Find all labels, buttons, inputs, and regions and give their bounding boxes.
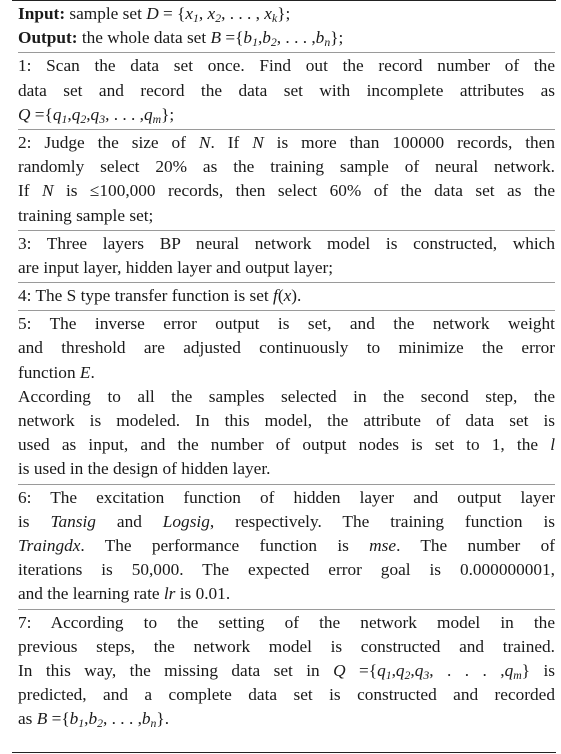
algorithm-content [18,2,555,731]
step-line: 4: The S type transfer function is set f(x). [18,286,302,306]
step-line: 2: Judge the size of N. If N is more than 100000 records, then [18,132,555,152]
step-line: If N is ≤100,000 records, then select 60% of the data set as the [18,181,555,201]
row-divider [18,484,555,485]
step-line: and threshold are adjusted continuously to minimize the error [18,338,555,358]
step-line: 3: Three layers BP neural network model is constructed, which [18,233,555,253]
step-line: $Q =\{q_1,q_2,q_3$, . . . $,q_m$}; [18,104,175,126]
row-divider [18,230,555,231]
step-line: are input layer, hidden layer and output layer; [18,257,334,277]
step-line: network is modeled. In this model, the attribute of data set is [18,411,555,430]
algorithm-step1 [18,54,555,127]
step-line: and the learning rate lr is 0.01. [18,584,231,604]
top-rule [12,0,556,1]
algorithm-note [18,385,555,482]
row-divider [18,282,555,283]
step-line: iterations is 50,000. The expected error goal is 0.000000001, [18,560,555,580]
output-label: Output: [18,28,78,48]
step-line: is Tansig and Logsig, respectively. The training function is [18,511,555,531]
step-line: Traingdx. The performance function is mse. The number of [18,535,555,555]
step-line: predicted, and a complete data set is constructed and recorded [18,685,555,705]
algorithm-step3 [18,232,555,280]
row-divider [18,609,555,610]
step-line: function E. [18,362,95,382]
step-line: In this way, the missing data set in $Q =\{q_1,q_2,q_3$, . . . $,q_m$} is [18,660,555,682]
step-line: 6: The excitation function of hidden layer and output layer [18,487,555,507]
step-line: training sample set; [18,205,154,225]
input-row [18,2,555,26]
step-line: is used in the design of hidden layer. [18,459,271,479]
step-line: previous steps, the network model is constructed and trained. [18,636,555,656]
step-line: randomly select 20% as the training sample of neural network. [18,157,555,177]
step-line: 5: The inverse error output is set, and the network weight [18,314,555,334]
step-line: 7: According to the setting of the network model in the [18,612,555,632]
algorithm-step2 [18,131,555,228]
algorithm-step7 [18,611,555,732]
step-line: data set and record the data set with incomplete attributes as [18,80,555,100]
input-label: Input: [18,4,66,23]
step-line: used as input, and the number of output nodes is set to 1, the l [18,435,555,455]
row-divider [18,310,555,311]
row-divider [18,129,555,130]
row-divider [18,52,555,53]
input-text: sample set $D = \{x_1$, $x_2$, . . . , $x_k$}; [65,4,291,25]
output-row [18,26,555,50]
bottom-rule [12,752,556,753]
algorithm-step4 [18,284,555,308]
output-text: the whole data set $B =\{b_1,b_2$, . . . $,b_n$}; [77,28,344,50]
algorithm-step6 [18,486,555,607]
step-line: 1: Scan the data set once. Find out the record number of the [18,56,555,76]
step-line: According to all the samples selected in the second step, the [18,386,555,406]
algorithm-step5 [18,312,555,385]
step-line: as $B =\{b_1,b_2$, . . . $,b_n$}. [18,709,170,731]
